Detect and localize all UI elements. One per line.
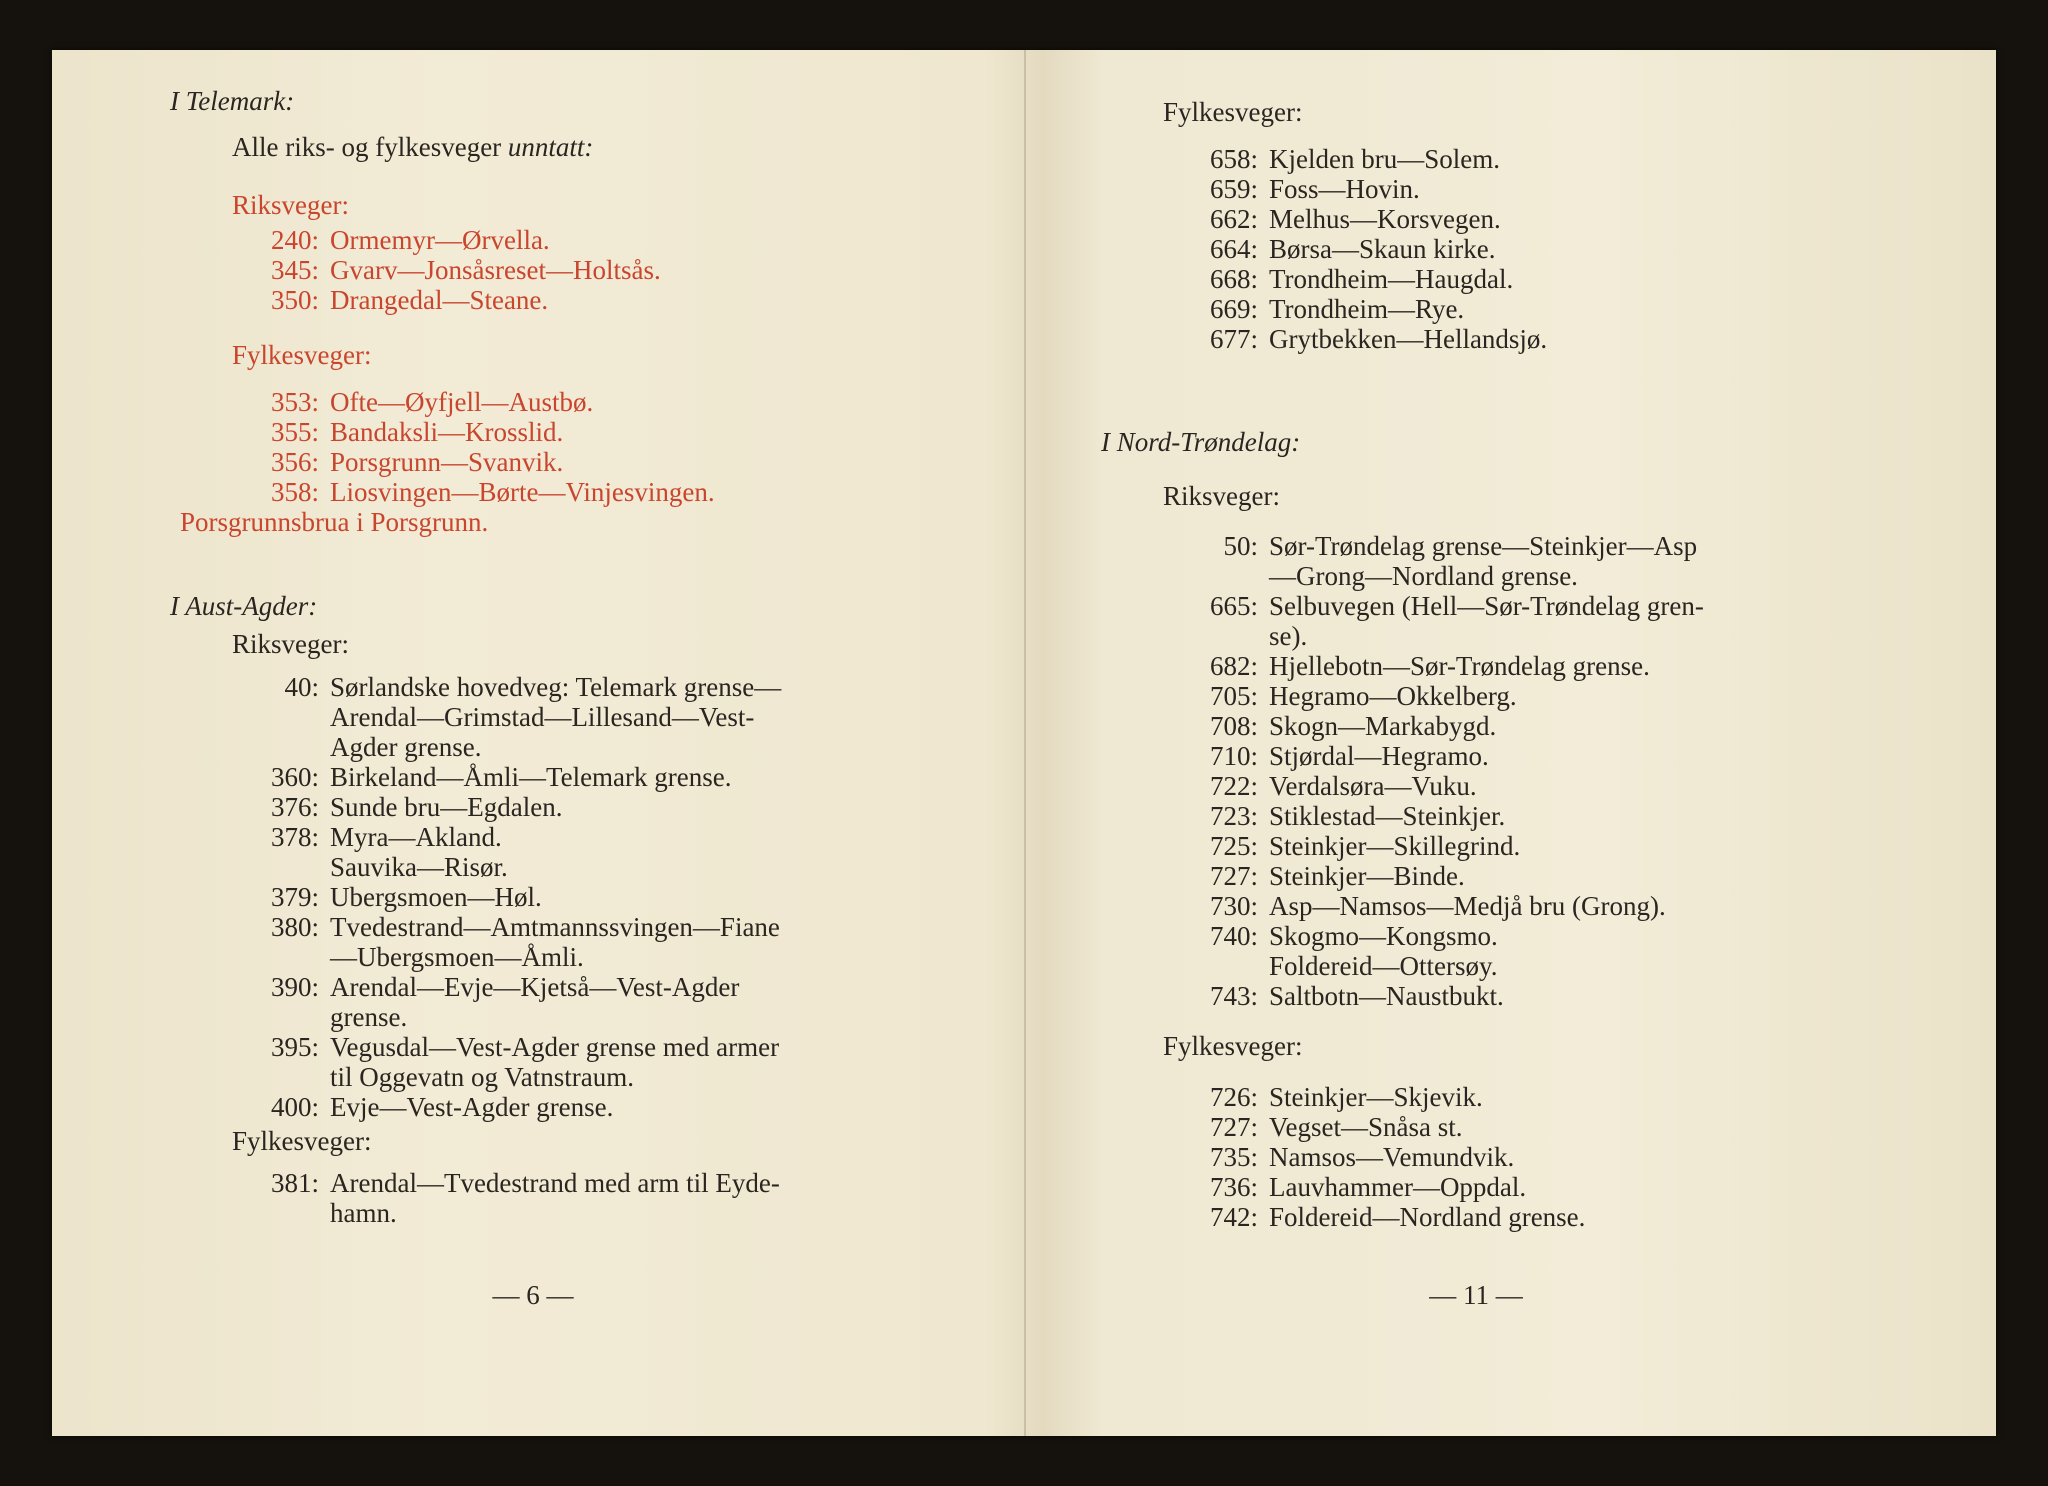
road-description: se).	[1269, 621, 1308, 651]
road-description: Grytbekken—Hellandsjø.	[1269, 324, 1548, 354]
road-number: 725:	[1209, 831, 1258, 861]
road-entry	[170, 1032, 930, 1062]
road-description: Verdalsøra—Vuku.	[1269, 771, 1477, 801]
road-number: 350:	[270, 285, 319, 315]
road-description: Foldereid—Nordland grense.	[1269, 1202, 1586, 1232]
road-number: 669:	[1209, 294, 1258, 324]
road-entry	[1101, 651, 1841, 681]
road-number: 353:	[270, 387, 319, 417]
road-entry	[1101, 144, 1841, 174]
road-description: Hegramo—Okkelberg.	[1269, 681, 1517, 711]
road-entry	[170, 447, 930, 477]
group-label: Fylkesveger:	[232, 1126, 372, 1156]
road-description: Kjelden bru—Solem.	[1269, 144, 1500, 174]
road-entry	[170, 732, 930, 762]
road-entry	[1101, 1202, 1841, 1232]
road-description: Selbuvegen (Hell—Sør-Trøndelag gren-	[1269, 591, 1704, 621]
road-number	[1101, 621, 1258, 651]
center-fold	[1024, 50, 1026, 1436]
road-description: Børsa—Skaun kirke.	[1269, 234, 1496, 264]
road-description: Gvarv—Jonsåsreset—Holtsås.	[330, 255, 661, 285]
road-number: 742:	[1209, 1202, 1258, 1232]
road-entry	[170, 882, 930, 912]
road-number	[170, 1198, 319, 1228]
road-entry	[1101, 294, 1841, 324]
road-entry	[1101, 861, 1841, 891]
nord-trondelag-fylkesveger	[1101, 1031, 1841, 1232]
road-entry	[1101, 561, 1841, 591]
road-entry	[1101, 1082, 1841, 1112]
road-number: 240:	[270, 225, 319, 255]
road-description: Melhus—Korsvegen.	[1269, 204, 1501, 234]
road-entry	[170, 1002, 930, 1032]
road-number: 722:	[1209, 771, 1258, 801]
telemark-intro	[232, 132, 930, 162]
road-number: 395:	[270, 1032, 319, 1062]
road-number: 379:	[270, 882, 319, 912]
right-page	[1101, 97, 1841, 1232]
road-number: 664:	[1209, 234, 1258, 264]
road-description: Skogn—Markabygd.	[1269, 711, 1497, 741]
road-entry	[1101, 921, 1841, 951]
nord-trondelag-riksveger	[1101, 481, 1841, 1011]
road-list	[1101, 144, 1841, 354]
road-description: Trondheim—Rye.	[1269, 294, 1465, 324]
road-entry	[1101, 711, 1841, 741]
road-description: Trondheim—Haugdal.	[1269, 264, 1514, 294]
section-heading-nord-trondelag: I Nord-Trøndelag:	[1101, 427, 1301, 457]
road-number: 662:	[1209, 204, 1258, 234]
road-entry	[170, 477, 930, 507]
road-entry	[1101, 1142, 1841, 1172]
road-number: 727:	[1209, 861, 1258, 891]
road-entry	[170, 822, 930, 852]
road-entry	[1101, 981, 1841, 1011]
road-entry	[1101, 174, 1841, 204]
road-number: 723:	[1209, 801, 1258, 831]
road-description: —Grong—Nordland grense.	[1269, 561, 1578, 591]
road-description: Steinkjer—Binde.	[1269, 861, 1465, 891]
road-description: Agder grense.	[330, 732, 482, 762]
road-number: 50:	[1223, 531, 1258, 561]
road-description: Namsos—Vemundvik.	[1269, 1142, 1515, 1172]
road-description: Ofte—Øyfjell—Austbø.	[330, 387, 594, 417]
road-entry	[170, 852, 930, 882]
road-list	[170, 672, 930, 1122]
road-description: Stjørdal—Hegramo.	[1269, 741, 1489, 771]
road-description: Lauvhammer—Oppdal.	[1269, 1172, 1527, 1202]
road-number: 726:	[1209, 1082, 1258, 1112]
road-number: 345:	[270, 255, 319, 285]
road-entry	[170, 1168, 930, 1198]
road-number: 390:	[270, 972, 319, 1002]
road-number: 677:	[1209, 324, 1258, 354]
road-list	[170, 1168, 930, 1228]
road-description: Foldereid—Ottersøy.	[1269, 951, 1498, 981]
road-number: 668:	[1209, 264, 1258, 294]
road-entry	[1101, 621, 1841, 651]
road-description: grense.	[330, 1002, 408, 1032]
road-description: Arendal—Evje—Kjetså—Vest-Agder	[330, 972, 740, 1002]
group-label: Fylkesveger:	[1163, 97, 1303, 127]
road-description: Sør-Trøndelag grense—Steinkjer—Asp	[1269, 531, 1698, 561]
road-number: 743:	[1209, 981, 1258, 1011]
road-description: Birkeland—Åmli—Telemark grense.	[330, 762, 732, 792]
road-number: 381:	[270, 1168, 319, 1198]
road-entry	[1101, 1172, 1841, 1202]
page-number-left: — 6 —	[492, 1280, 574, 1310]
road-description: Ubergsmoen—Høl.	[330, 882, 542, 912]
road-entry	[170, 1198, 930, 1228]
road-entry	[1101, 681, 1841, 711]
road-description: Arendal—Grimstad—Lillesand—Vest-	[330, 702, 755, 732]
road-entry	[1101, 591, 1841, 621]
road-description: Liosvingen—Børte—Vinjesvingen.	[330, 477, 715, 507]
road-list	[1101, 1082, 1841, 1232]
road-entry	[170, 672, 930, 702]
road-number	[1101, 561, 1258, 591]
road-number: 682:	[1209, 651, 1258, 681]
road-entry	[1101, 234, 1841, 264]
intro-emphasis: unntatt:	[507, 132, 594, 162]
road-description: Skogmo—Kongsmo.	[1269, 921, 1498, 951]
road-number: 708:	[1209, 711, 1258, 741]
telemark-fylkesveger	[170, 340, 930, 507]
road-entry	[170, 702, 930, 732]
page-number-right: — 11 —	[1429, 1280, 1523, 1310]
road-list	[1101, 531, 1841, 1011]
section-heading-telemark: I Telemark:	[170, 86, 295, 116]
section-heading-aust-agder: I Aust-Agder:	[170, 591, 318, 621]
road-list	[170, 225, 930, 315]
road-number: 355:	[270, 417, 319, 447]
road-entry	[1101, 951, 1841, 981]
road-description: hamn.	[330, 1198, 397, 1228]
road-entry	[1101, 891, 1841, 921]
road-description: Bandaksli—Krosslid.	[330, 417, 564, 447]
road-description: Asp—Namsos—Medjå bru (Grong).	[1269, 891, 1666, 921]
road-number: 659:	[1209, 174, 1258, 204]
road-number: 735:	[1209, 1142, 1258, 1172]
road-number	[170, 732, 319, 762]
road-description: Hjellebotn—Sør-Trøndelag grense.	[1269, 651, 1650, 681]
road-number: 736:	[1209, 1172, 1258, 1202]
road-entry	[170, 417, 930, 447]
sor-trondelag-fylkesveger	[1101, 97, 1841, 354]
aust-agder-riksveger	[170, 629, 930, 1122]
road-entry	[1101, 801, 1841, 831]
road-entry	[1101, 324, 1841, 354]
road-number: 356:	[270, 447, 319, 477]
road-number	[170, 942, 319, 972]
road-description: Saltbotn—Naustbukt.	[1269, 981, 1504, 1011]
telemark-extra-note: Porsgrunnsbrua i Porsgrunn.	[180, 507, 489, 537]
road-description: Porsgrunn—Svanvik.	[330, 447, 564, 477]
road-number: 658:	[1209, 144, 1258, 174]
aust-agder-fylkesveger	[170, 1126, 930, 1228]
road-description: Drangedal—Steane.	[330, 285, 549, 315]
road-entry	[170, 762, 930, 792]
road-number	[1101, 951, 1258, 981]
road-number: 378:	[270, 822, 319, 852]
road-entry	[1101, 531, 1841, 561]
road-number: 380:	[270, 912, 319, 942]
group-label: Fylkesveger:	[232, 340, 372, 370]
road-number: 705:	[1209, 681, 1258, 711]
road-description: Vegset—Snåsa st.	[1269, 1112, 1463, 1142]
road-number: 710:	[1209, 741, 1258, 771]
road-entry	[1101, 264, 1841, 294]
group-label: Fylkesveger:	[1163, 1031, 1303, 1061]
road-description: Steinkjer—Skillegrind.	[1269, 831, 1521, 861]
telemark-riksveger	[170, 190, 930, 315]
road-description: Arendal—Tvedestrand med arm til Eyde-	[330, 1168, 780, 1198]
road-description: Sunde bru—Egdalen.	[330, 792, 563, 822]
road-number: 40:	[284, 672, 319, 702]
road-description: Foss—Hovin.	[1269, 174, 1420, 204]
road-number: 740:	[1209, 921, 1258, 951]
road-description: Myra—Akland.	[330, 822, 502, 852]
road-number: 358:	[270, 477, 319, 507]
road-entry	[170, 1062, 930, 1092]
road-entry	[170, 255, 930, 285]
road-description: Sauvika—Risør.	[330, 852, 508, 882]
road-entry	[170, 285, 930, 315]
road-number	[170, 852, 319, 882]
road-entry	[1101, 204, 1841, 234]
road-entry	[1101, 741, 1841, 771]
road-entry	[170, 942, 930, 972]
intro-text: Alle riks- og fylkesveger	[232, 132, 508, 162]
road-description: Evje—Vest-Agder grense.	[330, 1092, 614, 1122]
road-number: 400:	[270, 1092, 319, 1122]
road-entry	[1101, 771, 1841, 801]
road-number: 376:	[270, 792, 319, 822]
road-number	[170, 1062, 319, 1092]
road-entry	[1101, 831, 1841, 861]
group-label: Riksveger:	[1163, 481, 1280, 511]
road-list	[170, 387, 930, 507]
road-description: Ormemyr—Ørvella.	[330, 225, 550, 255]
road-description: Tvedestrand—Amtmannssvingen—Fiane	[330, 912, 780, 942]
road-number: 360:	[270, 762, 319, 792]
road-number	[170, 1002, 319, 1032]
road-entry	[170, 225, 930, 255]
road-entry	[1101, 1112, 1841, 1142]
road-description: Stiklestad—Steinkjer.	[1269, 801, 1506, 831]
group-label: Riksveger:	[232, 629, 349, 659]
group-label: Riksveger:	[232, 190, 349, 220]
road-number	[170, 702, 319, 732]
road-description: Sørlandske hovedveg: Telemark grense—	[330, 672, 782, 702]
road-description: —Ubergsmoen—Åmli.	[330, 942, 584, 972]
road-number: 727:	[1209, 1112, 1258, 1142]
road-number: 730:	[1209, 891, 1258, 921]
road-number: 665:	[1209, 591, 1258, 621]
road-entry	[170, 1092, 930, 1122]
road-entry	[170, 792, 930, 822]
left-page	[170, 86, 930, 1228]
road-entry	[170, 972, 930, 1002]
road-entry	[170, 912, 930, 942]
road-description: Steinkjer—Skjevik.	[1269, 1082, 1483, 1112]
road-description: til Oggevatn og Vatnstraum.	[330, 1062, 634, 1092]
road-description: Vegusdal—Vest-Agder grense med armer	[330, 1032, 780, 1062]
road-entry	[170, 387, 930, 417]
